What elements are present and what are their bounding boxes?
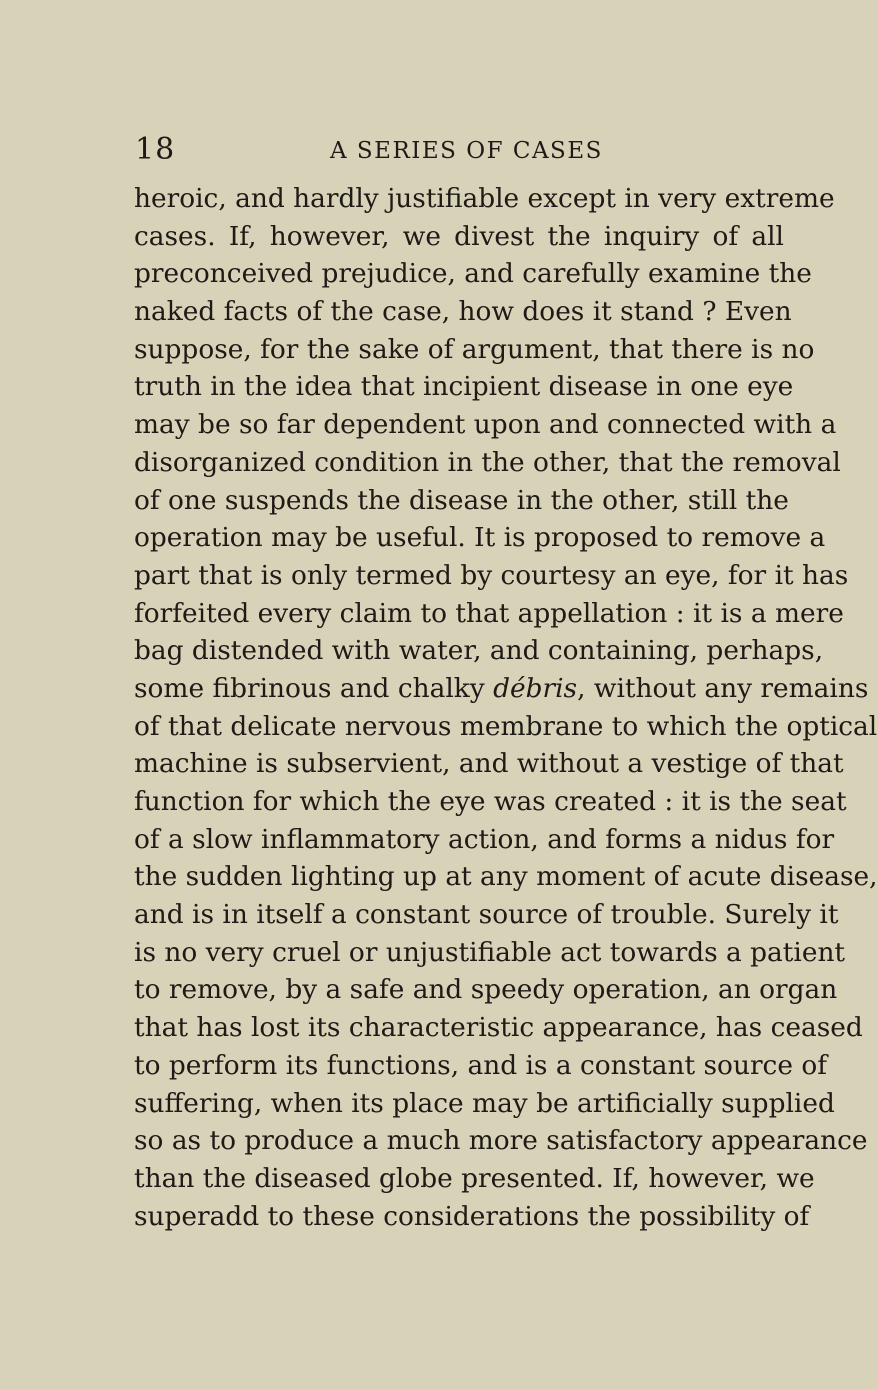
italic-term: débris [493,672,578,704]
text-line: to perform its functions, and is a constant source of [134,1049,827,1081]
text-segment: , without any remains [577,672,869,704]
text-line: disorganized condition in the other, that the removal [134,446,841,478]
text-line: suffering, when its place may be artificially supplied [134,1087,835,1119]
page-number: 18 [135,132,176,167]
text-line-with-italic [134,670,869,708]
text-line: operation may be useful. It is proposed to remove a [134,522,826,554]
text-line: that has lost its characteristic appearance, has ceased [134,1012,863,1044]
text-line: part that is only termed by courtesy an eye, for it has [134,559,849,591]
text-line: function for which the eye was created : it is the seat [134,786,847,817]
text-line: bag distended with water, and containing, perhaps, [134,635,824,667]
text-line: and is in itself a constant source of trouble. Surely it [134,899,839,931]
body-text [134,180,878,1235]
page-header [0,130,800,170]
text-line: so as to produce a much more satisfactory appearance [134,1125,868,1157]
text-line: of one suspends the disease in the other, still the [134,484,789,516]
text-line: heroic, and hardly justifiable except in very extreme [134,183,835,214]
text-line: truth in the idea that incipient disease in one eye [134,371,794,403]
text-line: machine is subservient, and without a vestige of that [134,748,844,780]
text-line: forfeited every claim to that appellation : it is a mere [134,597,844,629]
text-line: naked facts of the case, how does it stand ? Even [134,296,792,328]
text-line: preconceived prejudice, and carefully examine the [134,258,812,290]
text-line: is no very cruel or unjustifiable act towards a patient [134,936,846,968]
text-line: to remove, by a safe and speedy operation, an organ [134,974,838,1006]
text-line: of that delicate nervous membrane to which the optical [134,710,878,742]
running-head: A SERIES OF CASES [330,138,603,164]
text-line: than the diseased globe presented. If, however, we [134,1162,815,1194]
text-line: the sudden lighting up at any moment of acute disease, [134,861,878,893]
text-line: of a slow inflammatory action, and forms a nidus for [134,823,835,855]
text-line: may be so far dependent upon and connected with a [134,409,837,441]
text-segment: some fibrinous and chalky [134,672,485,704]
text-line: cases. If, however, we divest the inquiry of all [134,220,784,252]
text-line: suppose, for the sake of argument, that there is no [134,333,815,365]
text-line: superadd to these considerations the possibility of [134,1200,810,1232]
